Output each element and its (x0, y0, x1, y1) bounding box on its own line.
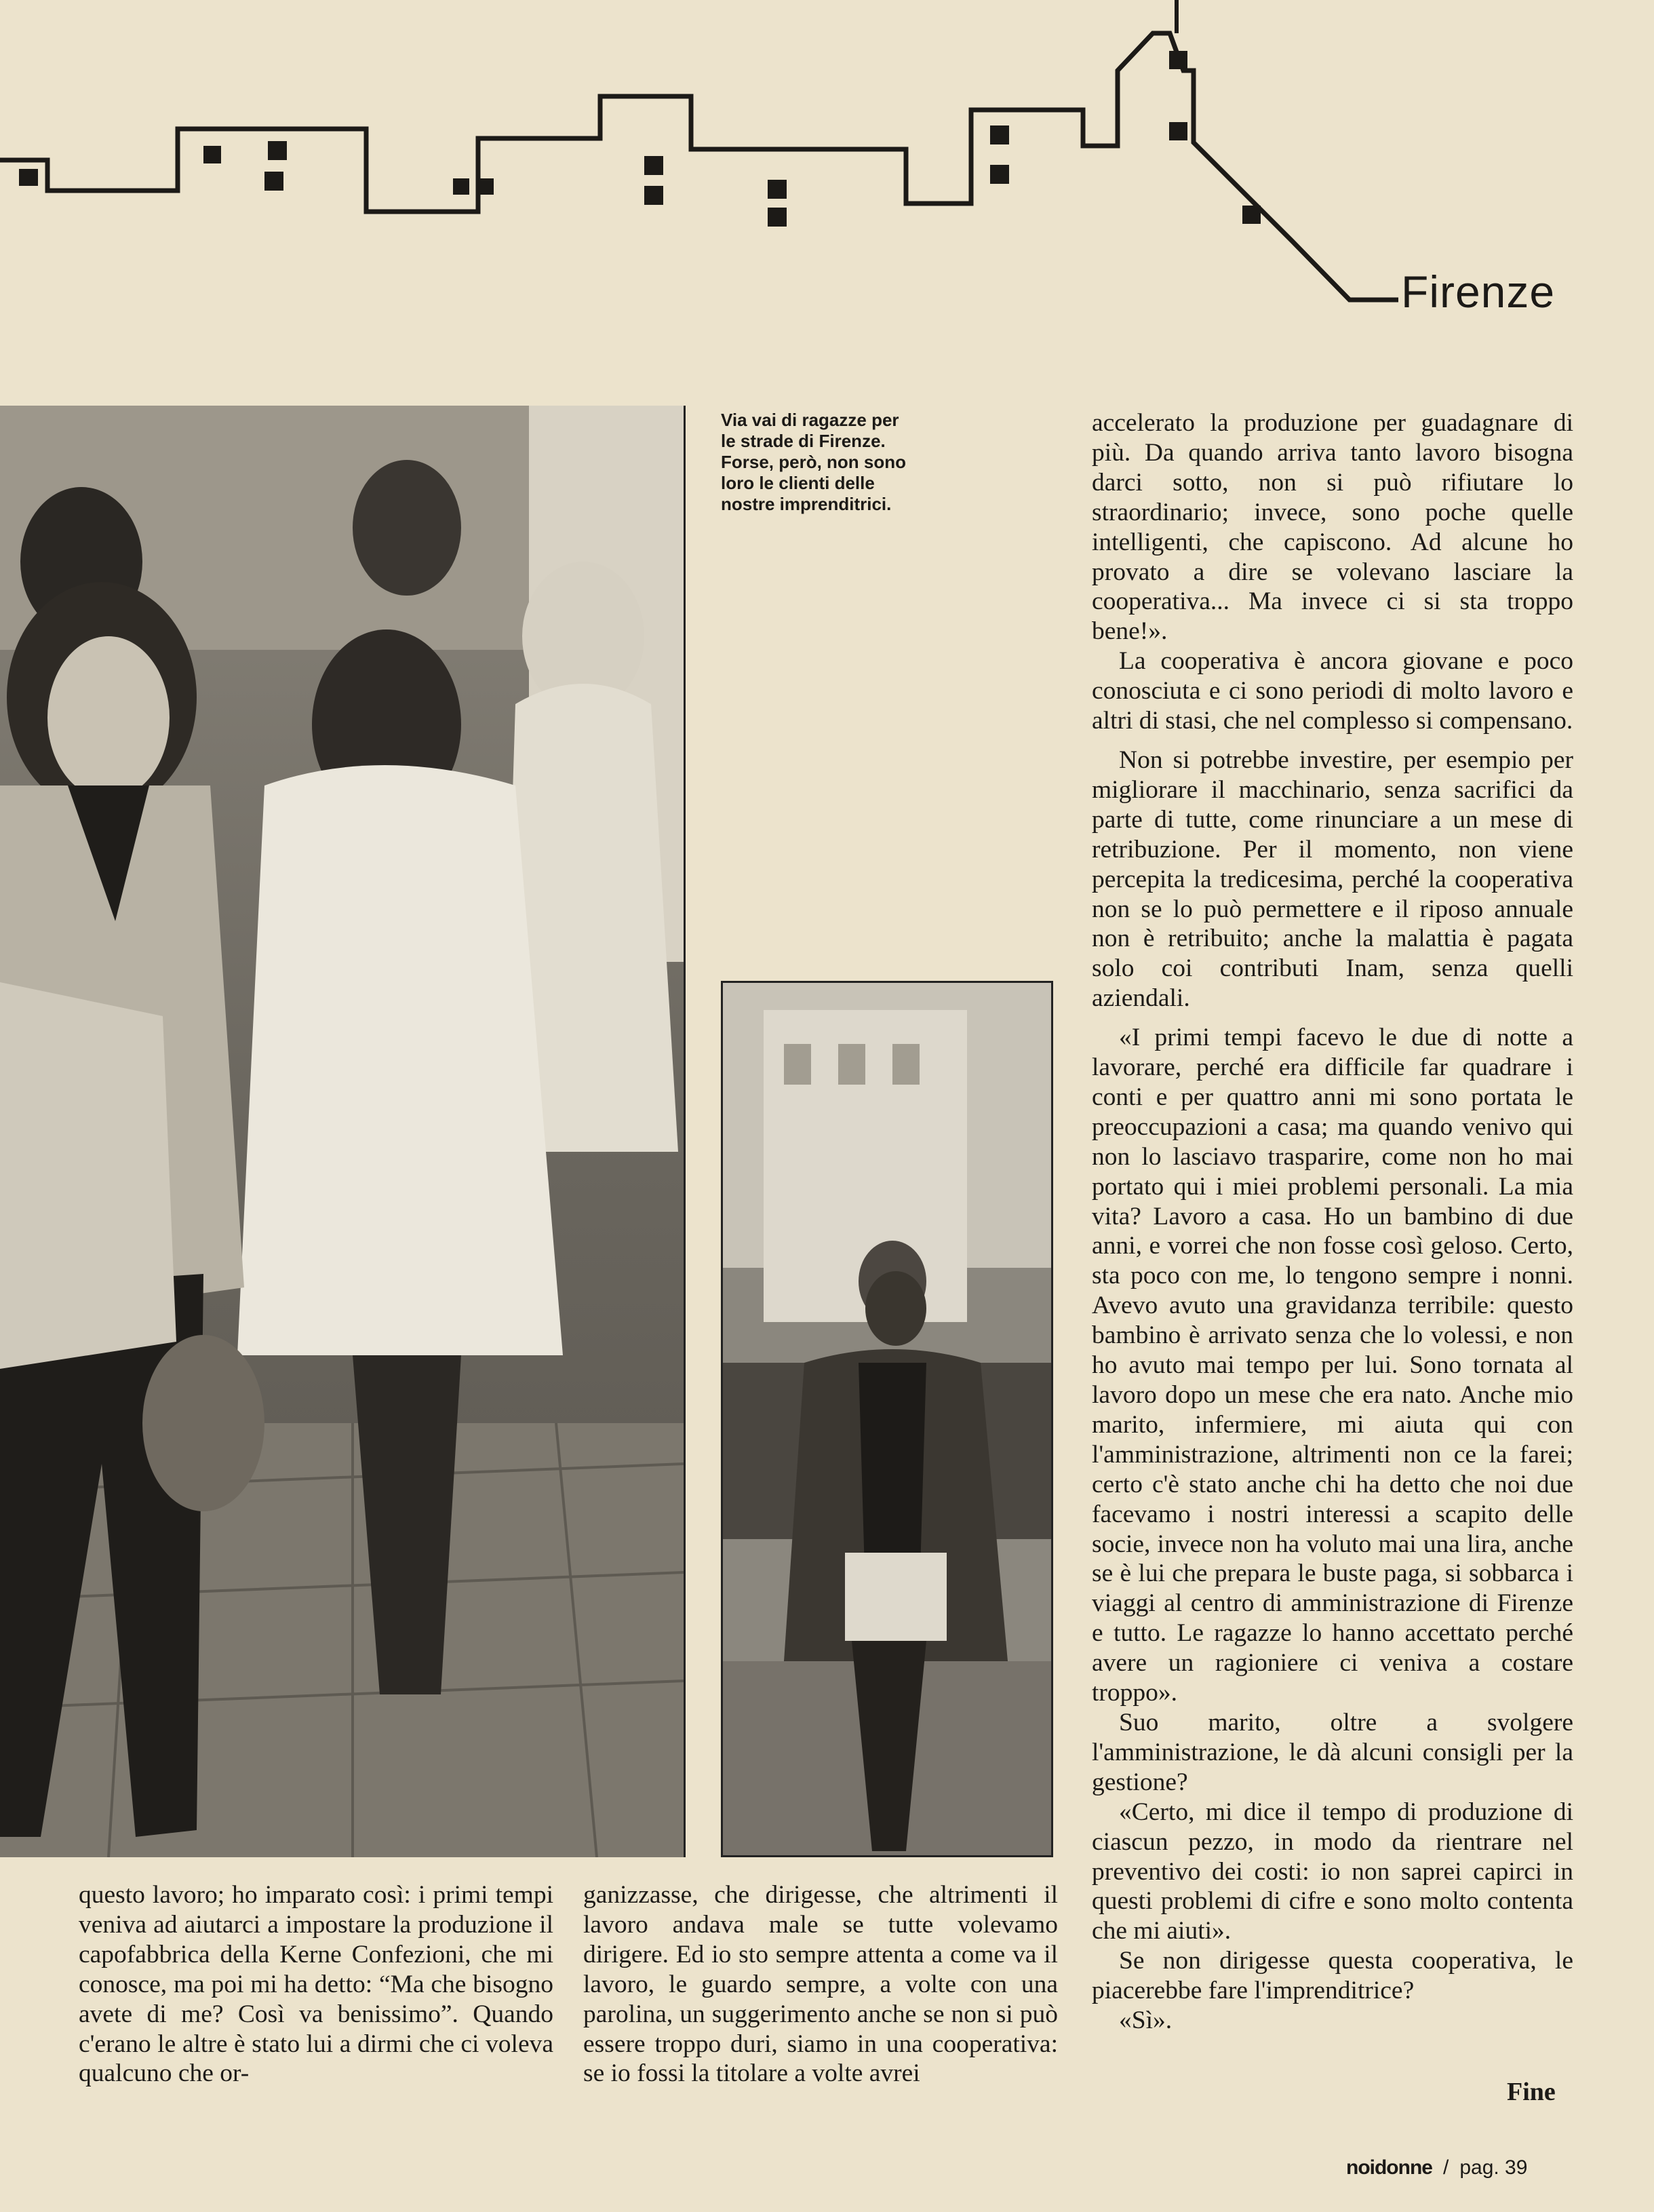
article-right-column (1092, 408, 1573, 2036)
article-bottom-left-column (79, 1880, 553, 2089)
page-footer (1346, 2156, 1527, 2179)
section-title: Firenze (1401, 267, 1556, 317)
article-paragraph: «Certo, mi dice il tempo di produzione di ciascun pezzo, in modo da rientrare nel preventivo dei costi: io non saprei capirci in questi problemi di cifre e sono molto contenta che mi aiuti». (1092, 1798, 1573, 1945)
article-paragraph: accelerato la produzione per guadagnare di più. Da quando arriva tanto lavoro bisogna darci sotto, non si può rifiutare lo straordinario; invece, sono poche quelle intelligenti, che capiscono. Ad alcune ho provato a dire se volevano lasciare la cooperativa... Ma invece ci si sta troppo bene!». (1092, 409, 1573, 646)
article-paragraph: ganizzasse, che dirigesse, che altrimenti il lavoro andava male se tutte volevamo dirigere. Ed io sto sempre attenta a come va il lavoro, le guardo sempre, a volte con una parolina, un suggerimento anche se non si può essere troppo duri, siamo in una cooperativa: se io fossi la titolare a volte avrei (583, 1881, 1058, 2088)
magazine-name: noidonne (1346, 2156, 1432, 2179)
article-paragraph: Non si potrebbe investire, per esempio per migliorare il macchinario, senza sacrifici da parte di tutte, come rinunciare a un mese di retribuzione. Per il momento, non viene percepita la tredicesima, perché la cooperativa non se lo può permettere e il riposo annuale non è retribuito; anche la malattia è pagata solo coi contributi Inam, senza quelli aziendali. (1092, 745, 1573, 1013)
article-paragraph: Se non dirigesse questa cooperativa, le piacerebbe fare l'imprenditrice? (1092, 1947, 1573, 2005)
article-paragraph: questo lavoro; ho imparato così: i primi tempi veniva ad aiutarci a impostare la produzione il capofabbrica della Kerne Confezioni, che mi conosce, ma poi mi ha detto: “Ma che bisogno avete di me? Così va benissimo”. Quando c'erano le altre è stato lui a dirmi che ci voleva qualcuno che or- (79, 1881, 553, 2088)
article-paragraph: «I primi tempi facevo le due di notte a lavorare, perché era difficile far quadrare i conti e per quattro anni mi sono portata le preoccupazioni a casa; ma quando venivo qui non lo lasciavo trasparire, come non ho mai portato qui i miei problemi personali. La mia vita? Lavoro a casa. Ho un bambino di due anni, e vorrei che non fosse così geloso. Certo, sta poco con me, lo tengono sempre i nonni. Avevo avuto una gravidanza terribile: questo bambino è arrivato senza che lo volessi, e non ho avuto mai tempo per lui. Sono tornata al lavoro dopo un mese che era nato. Anche mio marito, infermiere, mi aiuta qui con l'amministrazione, altrimenti non ce la farei; certo c'è stato anche chi ha detto che noi due facevamo i nostri interessi a scapito delle socie, invece non ha voluto mai una lira, anche se è lui che prepara le buste paga, si sobbarca i viaggi al centro di amministrazione di Firenze e tutto. Le ragazze lo hanno accettato perché avere un ragioniere ci veniva a costare troppo». (1092, 1024, 1573, 1707)
article-end-mark: Fine (1507, 2078, 1556, 2106)
article-paragraph: Suo marito, oltre a svolgere l'amministrazione, le dà alcuni consigli per la gestione? (1092, 1708, 1573, 1796)
footer-separator: / (1442, 2156, 1449, 2179)
page-number: pag. 39 (1459, 2156, 1528, 2179)
article-paragraph: La cooperativa è ancora giovane e poco conosciuta e ci sono periodi di molto lavoro e altri di stasi, che nel complesso si compensano. (1092, 647, 1573, 735)
photo-caption: Via vai di ragazze per le strade di Firenze. Forse, però, non sono loro le clienti delle nostre imprenditrici. (721, 410, 907, 514)
article-bottom-middle-column (583, 1880, 1058, 2089)
street-photo-large (0, 406, 686, 1857)
article-paragraph: «Sì». (1119, 2006, 1173, 2035)
street-photo-small (721, 981, 1053, 1857)
